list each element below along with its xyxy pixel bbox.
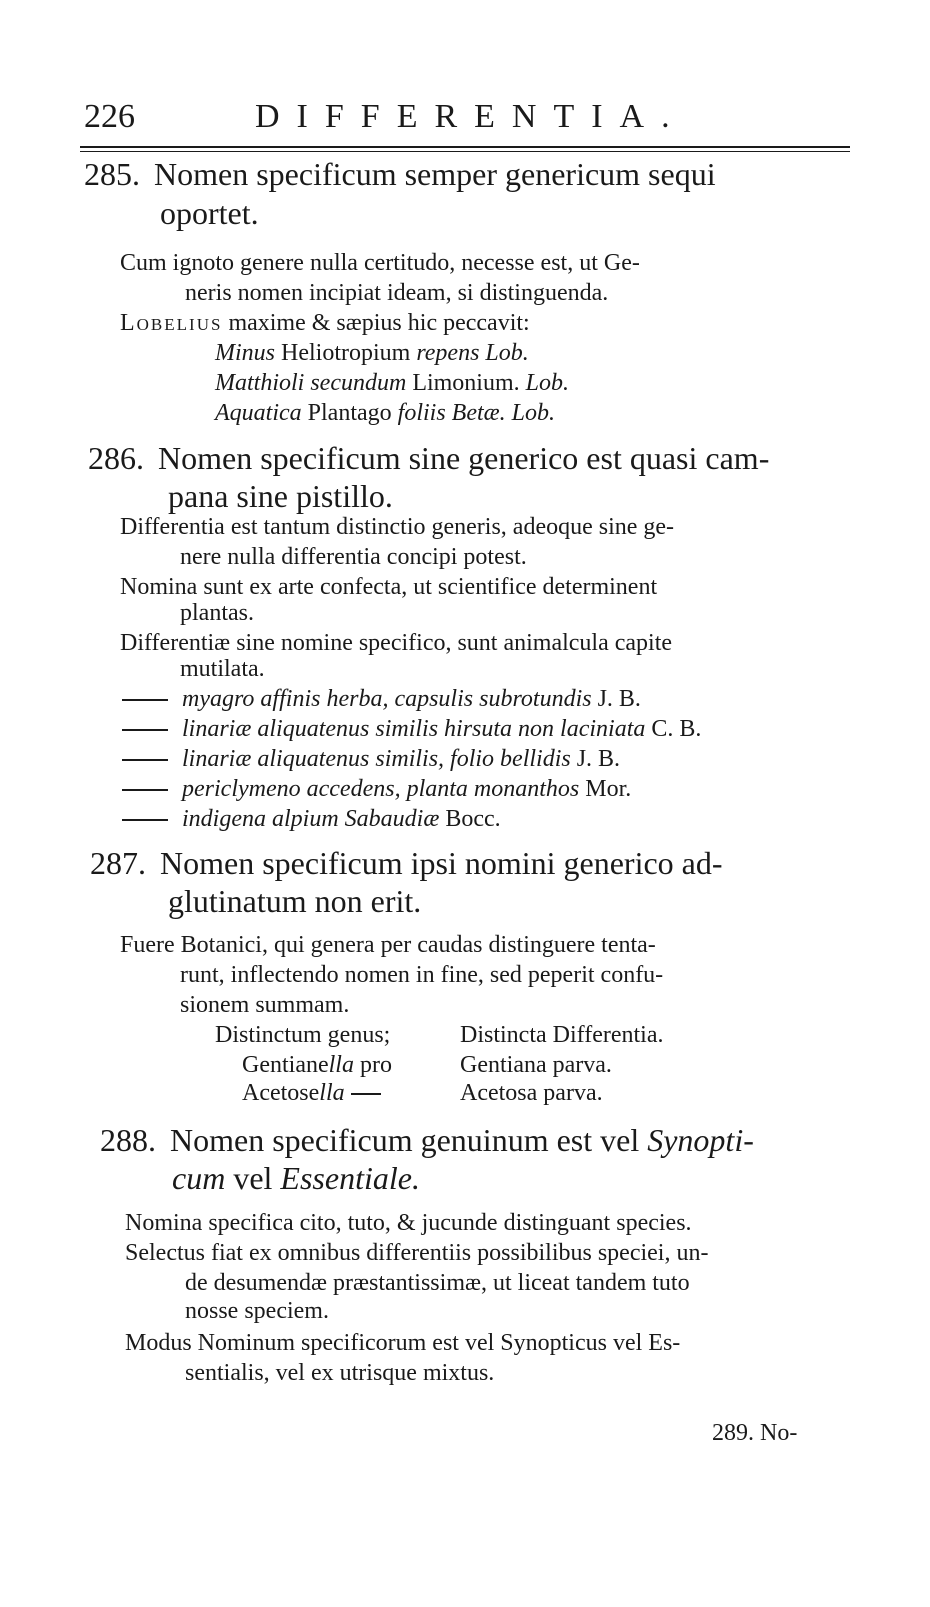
text-run: Gentiane	[242, 1052, 329, 1078]
text-run: Acetose	[242, 1080, 320, 1106]
text-run: Bocc.	[439, 806, 501, 832]
aphorism-287-line-1	[90, 845, 723, 882]
paragraph-line: neris nomen incipiat ideam, si distinguenda.	[185, 280, 609, 306]
text-run: vel	[225, 1160, 281, 1196]
aphorism-number: 286.	[88, 440, 144, 476]
paragraph-line: mutilata.	[180, 656, 265, 682]
paragraph-line: Nomina sunt ex arte confecta, ut scientifice determinent	[120, 574, 658, 600]
em-dash-rule	[122, 759, 168, 761]
comparison-left	[242, 1080, 387, 1107]
text-run: Limonium.	[406, 370, 526, 396]
header-rule-bottom	[80, 151, 850, 152]
italic-run: Synopti-	[647, 1122, 754, 1158]
paragraph-line: Differentia est tantum distinctio generis, adeoque sine ge-	[120, 514, 675, 540]
author-name: Lobelius	[120, 310, 223, 336]
text-run: J. B.	[591, 686, 641, 712]
paragraph-line: plantas.	[180, 600, 254, 626]
paragraph-line: Modus Nominum specificorum est vel Synopticus vel Es-	[125, 1330, 681, 1356]
paragraph-line: Cum ignoto genere nulla certitudo, necesse est, ut Ge-	[120, 250, 640, 276]
aphorism-288-line-1	[100, 1122, 754, 1159]
comparison-right: Distincta Differentia.	[460, 1022, 664, 1048]
thesis-text: Nomen specificum sine generico est quasi cam-	[158, 440, 770, 476]
paragraph-line: Nomina specifica cito, tuto, & jucunde distinguant species.	[125, 1210, 692, 1236]
example-line	[122, 686, 641, 713]
italic-run: lla	[319, 1080, 345, 1106]
thesis-text: Nomen specificum ipsi nomini generico ad-	[160, 845, 723, 881]
running-title: DIFFERENTIA.	[255, 98, 687, 135]
catchword: 289. No-	[712, 1420, 798, 1446]
text-run: C. B.	[645, 716, 702, 742]
paragraph-line: nosse speciem.	[185, 1298, 329, 1324]
italic-run: Minus	[215, 340, 275, 366]
italic-run: repens Lob.	[416, 340, 529, 366]
example-line	[122, 806, 501, 833]
aphorism-285-line-1	[84, 156, 716, 193]
aphorism-number: 288.	[100, 1122, 156, 1158]
example-line	[122, 776, 631, 803]
em-dash-rule	[122, 729, 168, 731]
italic-run: Matthioli secundum	[215, 370, 407, 396]
em-dash-rule	[122, 699, 168, 701]
header-rule-top	[80, 146, 850, 148]
italic-run: indigena alpium Sabaudiæ	[182, 806, 440, 832]
italic-run: linariæ aliquatenus similis, folio bellidis	[182, 746, 571, 772]
aphorism-number: 287.	[90, 845, 146, 881]
example-line	[122, 716, 701, 743]
example-line	[215, 400, 555, 427]
comparison-right: Acetosa parva.	[460, 1080, 603, 1106]
aphorism-287-line-2: glutinatum non erit.	[168, 883, 422, 919]
paragraph-line: sentialis, vel ex utrisque mixtus.	[185, 1360, 495, 1386]
italic-run: Aquatica	[215, 400, 302, 426]
italic-run: cum	[172, 1160, 226, 1196]
em-dash-rule	[122, 819, 168, 821]
italic-run: Essentiale.	[280, 1160, 420, 1196]
aphorism-number: 285.	[84, 156, 140, 192]
thesis-text: Nomen specificum genuinum est vel	[170, 1122, 648, 1158]
text-run: pro	[353, 1052, 392, 1078]
text-run: Plantago	[301, 400, 398, 426]
italic-run: myagro affinis herba, capsulis subrotundis	[182, 686, 592, 712]
aphorism-288-line-2	[172, 1160, 420, 1197]
italic-run: periclymeno accedens, planta monanthos	[182, 776, 580, 802]
paragraph-line: Fuere Botanici, qui genera per caudas distinguere tenta-	[120, 932, 656, 958]
italic-run: linariæ aliquatenus similis hirsuta non laciniata	[182, 716, 646, 742]
text-run: Mor.	[579, 776, 632, 802]
em-dash-rule	[122, 789, 168, 791]
paragraph-line: Differentiæ sine nomine specifico, sunt animalcula capite	[120, 630, 673, 656]
italic-run: foliis Betæ. Lob.	[397, 400, 556, 426]
text-run: Heliotropium	[275, 340, 417, 366]
aphorism-286-line-2: pana sine pistillo.	[168, 478, 393, 514]
page-number: 226	[84, 98, 135, 135]
example-line	[215, 340, 529, 367]
aphorism-285-line-2: oportet.	[160, 195, 259, 231]
example-line	[122, 746, 620, 773]
em-dash-rule	[351, 1093, 381, 1095]
aphorism-286-line-1	[88, 440, 769, 477]
paragraph-line: nere nulla differentia concipi potest.	[180, 544, 527, 570]
text-run: J. B.	[570, 746, 621, 772]
thesis-text: Nomen specificum semper genericum sequi	[154, 156, 716, 192]
example-line	[215, 370, 569, 397]
paragraph-line: de desumendæ præstantissimæ, ut liceat tandem tuto	[185, 1270, 690, 1296]
comparison-right: Gentiana parva.	[460, 1052, 612, 1078]
text-run: maxime & sæpius hic peccavit:	[222, 310, 530, 336]
comparison-left: Distinctum genus;	[215, 1022, 391, 1048]
italic-run: Lob.	[525, 370, 570, 396]
paragraph-line: Selectus fiat ex omnibus differentiis possibilibus speciei, un-	[125, 1240, 709, 1266]
italic-run: lla	[328, 1052, 354, 1078]
paragraph-line: sionem summam.	[180, 992, 350, 1018]
paragraph-line: runt, inflectendo nomen in fine, sed peperit confu-	[180, 962, 664, 988]
paragraph-line	[120, 310, 530, 337]
comparison-left	[242, 1052, 392, 1079]
